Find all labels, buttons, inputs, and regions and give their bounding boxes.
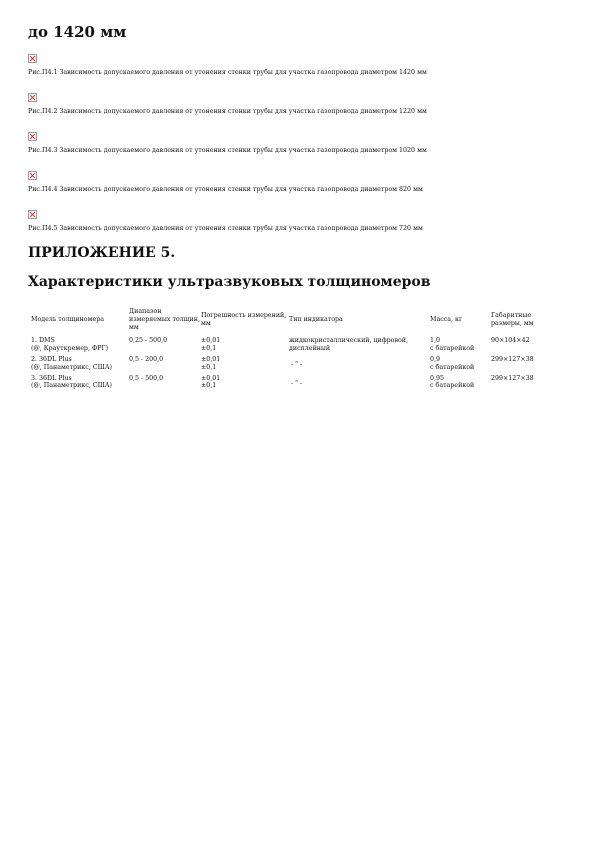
dims-cell: 90×104×42 (491, 337, 530, 345)
broken-image-icon (28, 171, 37, 180)
table-row (31, 356, 551, 375)
column-header: Модель толщиномера (31, 315, 104, 323)
range-cell: 0,5 - 200,0 (129, 355, 164, 363)
mass-cell: 0,9 с батарейкой (430, 355, 475, 371)
figure-list (28, 52, 568, 233)
section-heading: до 1420 мм (28, 23, 127, 41)
mass-cell: 0,95 с батарейкой (430, 374, 475, 390)
figure-caption: Рис.П4.1 Зависимость допускаемого давления от утонения стенки трубы для участка газопровода диаметром 1420 мм (28, 69, 427, 76)
model-cell: 1. DMS (@, Крауткремер, ФРГ) (31, 337, 109, 353)
ditto-mark: - " - (291, 379, 303, 387)
figure-caption: Рис.П4.3 Зависимость допускаемого давления от утонения стенки трубы для участка газопровода диаметром 1020 мм (28, 147, 427, 154)
broken-image-icon (28, 54, 37, 63)
broken-image-icon (28, 93, 37, 102)
figure (28, 130, 568, 155)
appendix-heading: ПРИЛОЖЕНИЕ 5. (28, 245, 176, 261)
column-header: Габаритные размеры, мм (491, 311, 534, 327)
figure (28, 169, 568, 194)
mass-cell: 1,0 с батарейкой (430, 337, 475, 353)
dims-cell: 299×127×38 (491, 374, 534, 382)
ditto-mark: - " - (291, 360, 303, 368)
error-cell: ±0,01 ±0,1 (201, 374, 221, 390)
table-row (31, 337, 551, 356)
column-header: Масса, кг (430, 315, 463, 323)
indicator-cell: жидкокристаллический, цифровой, дисплейный (289, 337, 408, 353)
model-cell: 3. 36DL Plus (@, Панаметрикс, США) (31, 374, 112, 390)
indicator-cell (289, 356, 430, 375)
broken-image-icon (28, 210, 37, 219)
figure-caption: Рис.П4.5 Зависимость допускаемого давления от утонения стенки трубы для участка газопровода диаметром 720 мм (28, 225, 423, 232)
indicator-cell (289, 375, 430, 394)
spec-table (31, 308, 551, 393)
column-header: Погрешность измерений, мм (201, 311, 287, 327)
figure (28, 52, 568, 77)
range-cell: 0,25 - 500,0 (129, 337, 168, 345)
table-header-row (31, 308, 551, 337)
column-header: Диапазон измеряемых толщин, мм (129, 308, 200, 331)
range-cell: 0,5 - 500,0 (129, 374, 164, 382)
figure (28, 91, 568, 116)
appendix-title: Характеристики ультразвуковых толщиномеров (28, 274, 431, 290)
dims-cell: 299×127×38 (491, 355, 534, 363)
figure-caption: Рис.П4.4 Зависимость допускаемого давления от утонения стенки трубы для участка газопровода диаметром 820 мм (28, 186, 423, 193)
broken-image-icon (28, 132, 37, 141)
column-header: Тип индикатора (289, 315, 343, 323)
error-cell: ±0,01 ±0,1 (201, 355, 221, 371)
figure-caption: Рис.П4.2 Зависимость допускаемого давления от утонения стенки трубы для участка газопровода диаметром 1220 мм (28, 108, 427, 115)
error-cell: ±0,01 ±0,1 (201, 337, 221, 353)
model-cell: 2. 36DL Plus (@, Панаметрикс, США) (31, 355, 112, 371)
table-row (31, 375, 551, 394)
figure (28, 208, 568, 233)
document-page (28, 20, 568, 393)
